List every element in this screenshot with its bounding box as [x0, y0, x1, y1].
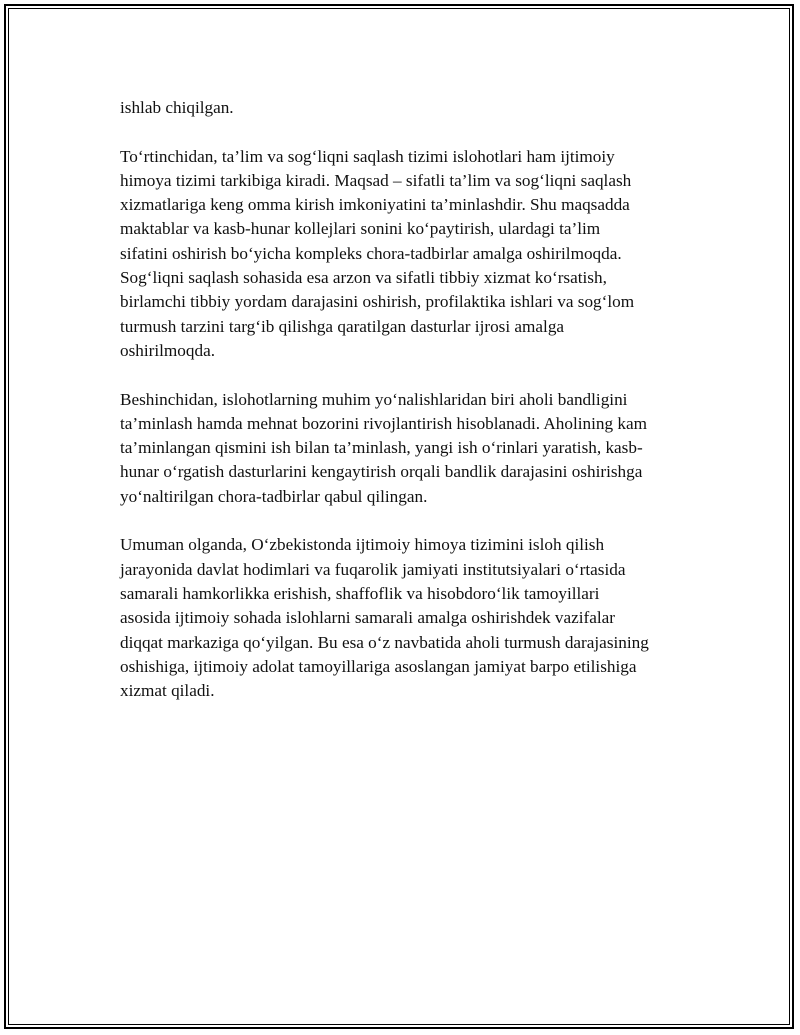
text-line: asosida ijtimoiy sohada islohlarni samarali amalga oshirishdek vazifalar — [120, 608, 615, 628]
text-line: turmush tarzini targ‘ib qilishga qaratilgan dasturlar ijrosi amalga — [120, 316, 565, 336]
text-line: Sog‘liqni saqlash sohasida esa arzon va sifatli tibbiy xizmat ko‘rsatish, — [120, 268, 607, 288]
text-line: xizmatlariga keng omma kirish imkoniyatini ta’minlashdir. Shu maqsadda — [120, 195, 630, 215]
text-line: himoya tizimi tarkibiga kiradi. Maqsad – sifatli ta’lim va sog‘liqni saqlash — [120, 170, 632, 190]
text-line: ta’minlangan qismini ish bilan ta’minlash, yangi ish o‘rinlari yaratish, kasb- — [120, 438, 643, 458]
text-line: xizmat qiladi. — [120, 681, 215, 701]
paragraph-3 — [120, 388, 700, 509]
text-line: oshishiga, ijtimoiy adolat tamoyillariga asoslangan jamiyat barpo etilishiga — [120, 656, 637, 676]
paragraph-4 — [120, 533, 700, 703]
text-line: jarayonida davlat hodimlari va fuqarolik jamiyati institutsiyalari o‘rtasida — [120, 559, 626, 579]
document-body — [120, 96, 700, 728]
paragraph-1 — [120, 96, 700, 120]
text-line: maktablar va kasb-hunar kollejlari sonini ko‘paytirish, ulardagi ta’lim — [120, 219, 601, 239]
text-line: ta’minlash hamda mehnat bozorini rivojlantirish hisoblanadi. Aholining kam — [120, 413, 647, 433]
text-line: birlamchi tibbiy yordam darajasini oshirish, profilaktika ishlari va sog‘lom — [120, 292, 635, 312]
text-line: samarali hamkorlikka erishish, shaffoflik va hisobdoro‘lik tamoyillari — [120, 583, 600, 603]
text-line: ishlab chiqilgan. — [120, 98, 234, 117]
paragraph-2 — [120, 145, 700, 364]
document-page — [4, 4, 794, 1029]
text-line: Umuman olganda, O‘zbekistonda ijtimoiy himoya tizimini isloh qilish — [120, 535, 605, 555]
text-line: Beshinchidan, islohotlarning muhim yo‘nalishlaridan biri aholi bandligini — [120, 389, 628, 409]
text-line: sifatini oshirish bo‘yicha kompleks chora-tadbirlar amalga oshirilmoqda. — [120, 243, 622, 263]
text-line: oshirilmoqda. — [120, 340, 216, 360]
text-line: diqqat markaziga qo‘yilgan. Bu esa o‘z navbatida aholi turmush darajasining — [120, 632, 649, 652]
text-line: yo‘naltirilgan chora-tadbirlar qabul qilingan. — [120, 486, 428, 506]
text-line: To‘rtinchidan, ta’lim va sog‘liqni saqlash tizimi islohotlari ham ijtimoiy — [120, 146, 615, 166]
text-line: hunar o‘rgatish dasturlarini kengaytirish orqali bandlik darajasini oshirishga — [120, 462, 643, 482]
